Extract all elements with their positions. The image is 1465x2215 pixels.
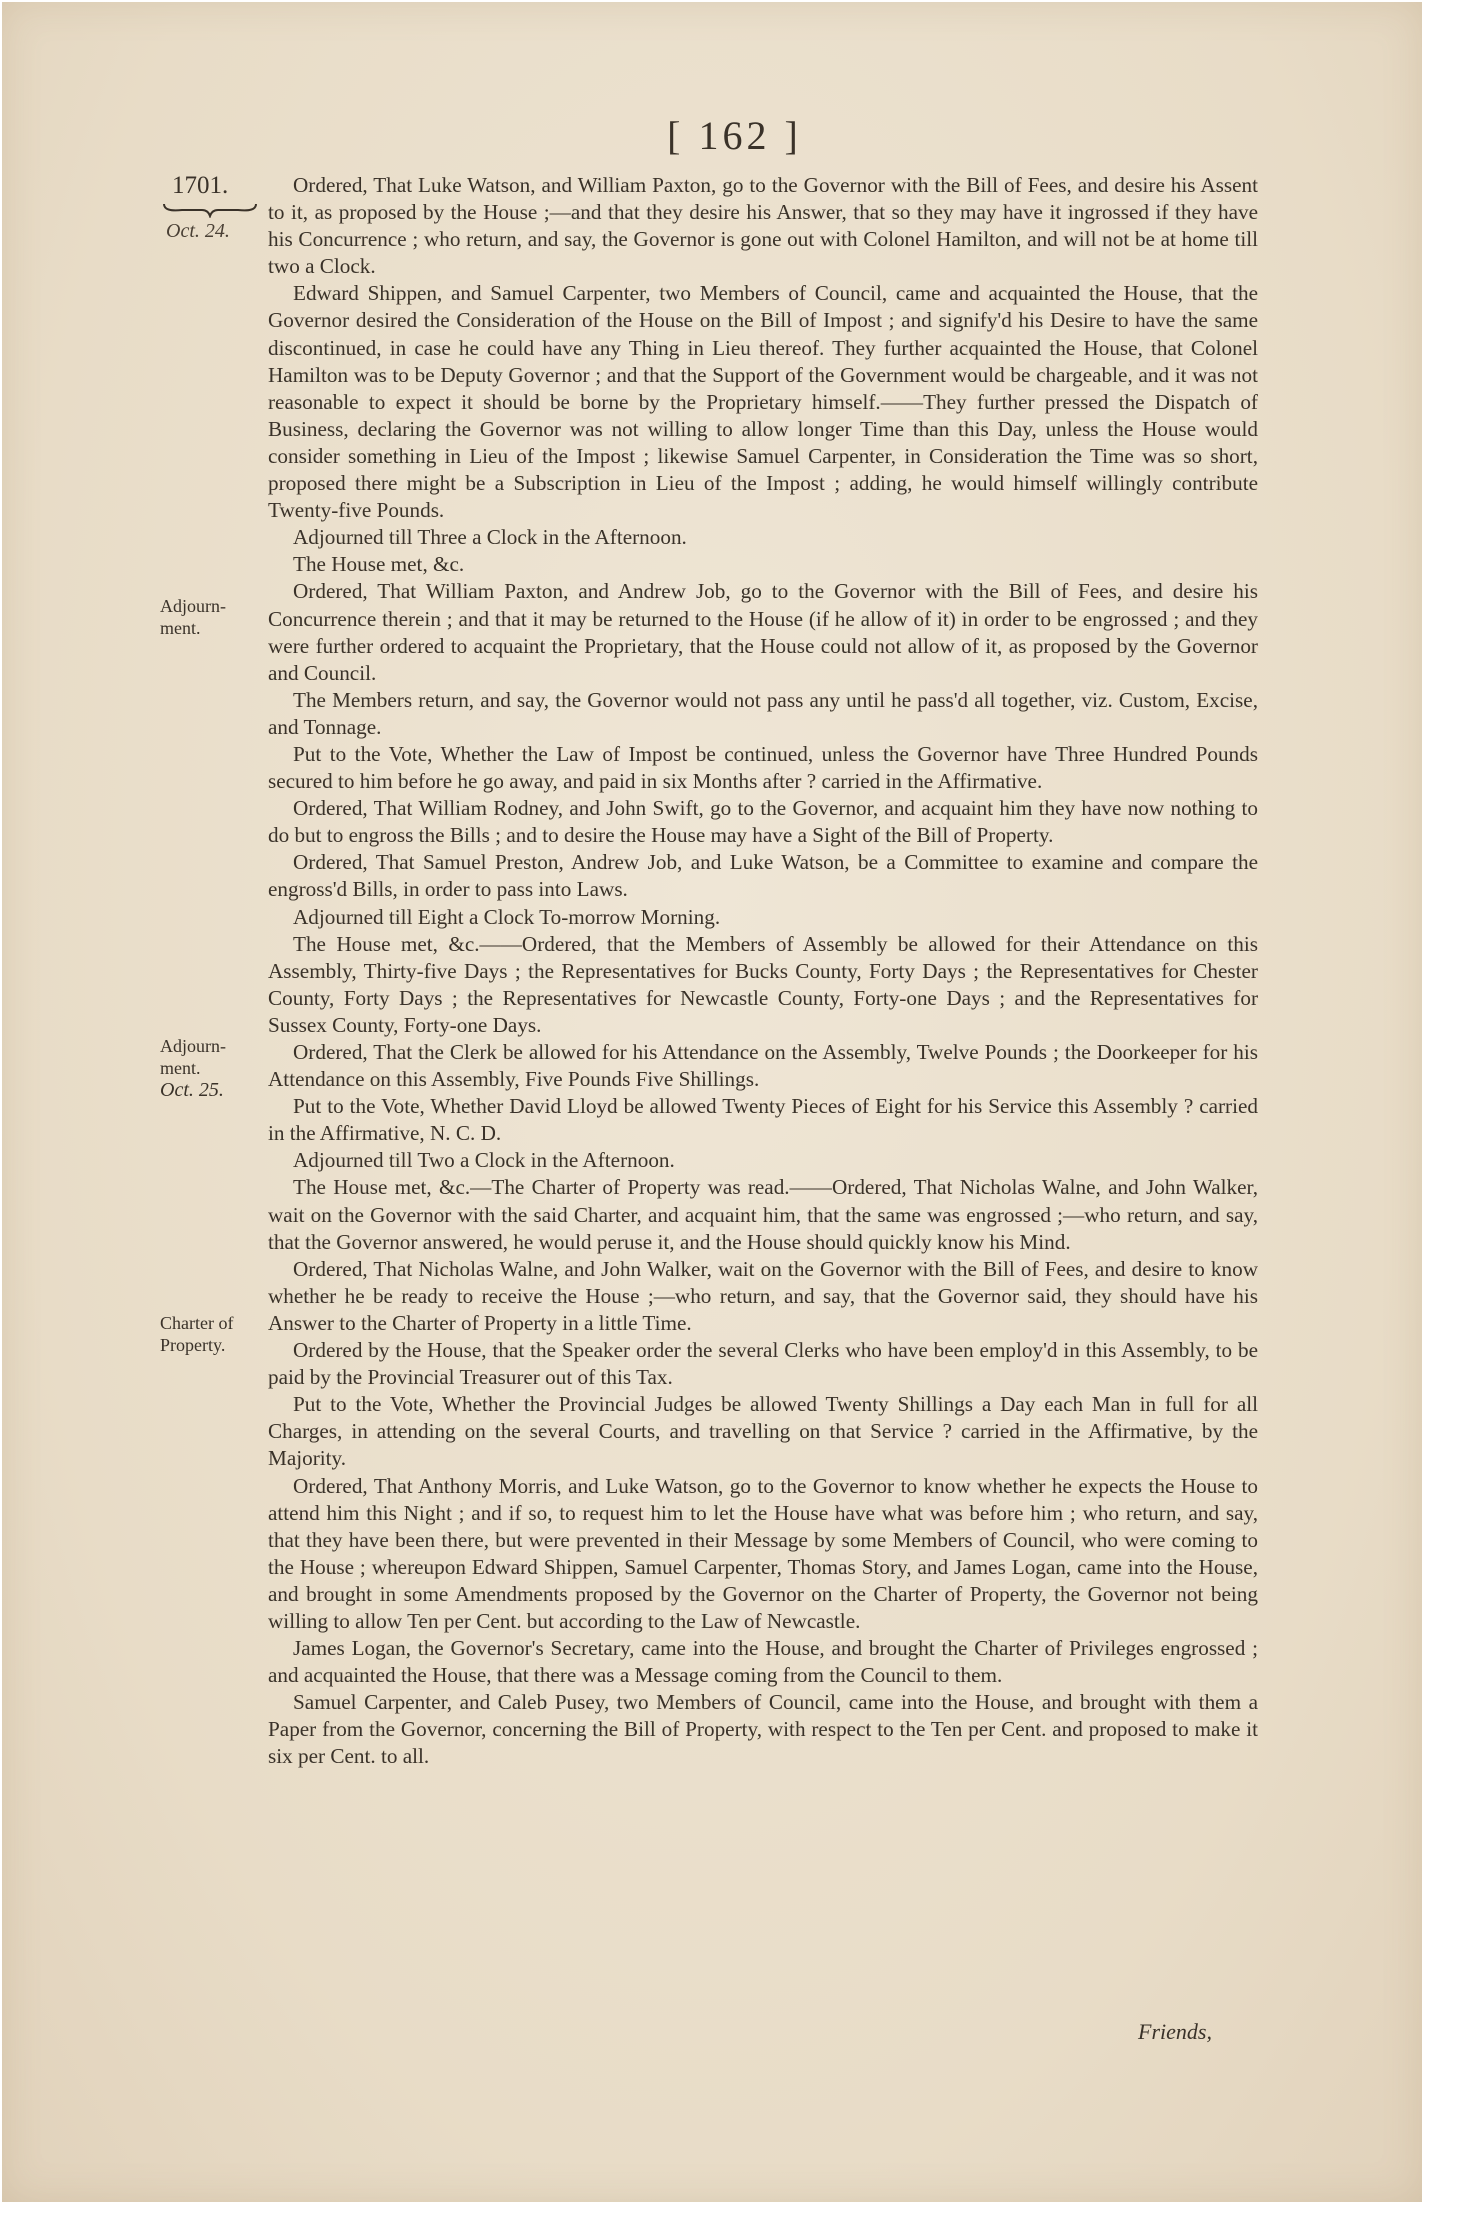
- margin-brace-icon: [162, 200, 258, 218]
- catchword: Friends,: [1138, 2019, 1212, 2044]
- paragraph: Ordered, That Samuel Preston, Andrew Job, and Luke Watson, be a Committee to examine and compare the engross'd Bills, in order to pass into Laws.: [268, 850, 1258, 902]
- paragraph: The House met, &c.——Ordered, that the Members of Assembly be allowed for their Attendance on this Assembly, Thirty-five Days ; the Representatives for Bucks County, Forty Days ; the Representatives for Chester County, Forty Days ; the Representatives for Newcastle County, Forty-one Days ; and the Representatives for Sussex County, Forty-one Days.: [268, 931, 1258, 1037]
- side-note-charter-of-property: [160, 1312, 260, 1356]
- side-note-adjournment: [160, 595, 260, 639]
- paragraph: Ordered by the House, that the Speaker order the several Clerks who have been employ'd in this Assembly, to be paid by the Provincial Treasurer out of this Tax.: [268, 1338, 1258, 1390]
- paragraph: Put to the Vote, Whether David Lloyd be allowed Twenty Pieces of Eight for his Service this Assembly ? carried in the Affirmative, N. C. D.: [268, 1094, 1258, 1146]
- paragraph: The House met, &c.—The Charter of Property was read.——Ordered, That Nicholas Walne, and John Walker, wait on the Governor with the said Charter, and acquaint him, that the same was engrossed ;—who return, and say, that the Governor answered, he would peruse it, and the House should quickly know his Mind.: [268, 1175, 1258, 1254]
- side-note-label: Adjourn- ment.: [160, 1036, 226, 1078]
- paragraph: The House met, &c.: [293, 552, 465, 577]
- document-page: [2, 2, 1422, 2202]
- paragraph: Ordered, That Luke Watson, and William Paxton, go to the Governor with the Bill of Fees, and desire his Assent to it, as proposed by the House ;—and that they desire his Answer, that so they may have it ingrossed if they have his Concurrence ; who return, and say, the Governor is gone out with Colonel Hamilton, and will not be at home till two a Clock.: [268, 173, 1258, 279]
- paragraph: Ordered, That Nicholas Walne, and John Walker, wait on the Governor with the Bill of Fees, and desire to know whether he be ready to receive the House ;—who return, and say, that the Governor said, they should have his Answer to the Charter of Property in a little Time.: [268, 1256, 1258, 1335]
- paragraph: Adjourned till Eight a Clock To-morrow Morning.: [293, 904, 721, 929]
- paragraph: Put to the Vote, Whether the Law of Impost be continued, unless the Governor have Three Hundred Pounds secured to him before he go away, and paid in six Months after ? carried in the Affirmative.: [268, 741, 1258, 794]
- paragraph: Adjourned till Two a Clock in the Afternoon.: [293, 1148, 675, 1173]
- paragraph: Edward Shippen, and Samuel Carpenter, two Members of Council, came and acquainted the House, that the Governor desired the Consideration of the House on the Bill of Impost ; and signify'd his Desire to have the same discontinued, in case he could have any Thing in Lieu thereof. They further acquainted the House, that Colonel Hamilton was to be Deputy Governor ; and that the Support of the Government would be chargeable, and it was not reasonable to expect it should be borne by the Proprietary himself.——They further pressed the Dispatch of Business, declaring the Governor was not willing to allow longer Time than this Day, unless the House would consider something in Lieu of the Impost ; likewise Samuel Carpenter, in Consideration the Time was so short, proposed there might be a Subscription in Lieu of the Impost ; adding, he would himself willingly contribute Twenty-five Pounds.: [268, 281, 1258, 523]
- paragraph: Ordered, That William Rodney, and John Swift, go to the Governor, and acquaint him they have now nothing to do but to engross the Bills ; and to desire the House may have a Sight of the Bill of Property.: [268, 796, 1258, 848]
- paragraph: James Logan, the Governor's Secretary, came into the House, and brought the Charter of Privileges engrossed ; and acquainted the House, that there was a Message coming from the Council to them.: [268, 1636, 1258, 1688]
- side-note-label: Charter of Property.: [160, 1313, 234, 1355]
- side-note-date: Oct. 25.: [160, 1079, 224, 1101]
- paragraph: Samuel Carpenter, and Caleb Pusey, two Members of Council, came into the House, and brought with them a Paper from the Governor, concerning the Bill of Property, with respect to the Ten per Cent. and proposed to make it six per Cent. to all.: [268, 1690, 1258, 1769]
- paragraph: Ordered, That Anthony Morris, and Luke Watson, go to the Governor to know whether he expects the House to attend him this Night ; and if so, to request him to let the House have what was before him ; who return, and say, that they have been there, but were prevented in their Message by some Members of Council, who were coming to the House ; whereupon Edward Shippen, Samuel Carpenter, Thomas Story, and James Logan, came into the House, and brought in some Amendments proposed by the Governor on the Charter of Property, the Governor not being willing to allow Ten per Cent. but according to the Law of Newcastle.: [268, 1473, 1258, 1633]
- paragraph: Put to the Vote, Whether the Provincial Judges be allowed Twenty Shillings a Day each Man in full for all Charges, in attending on the several Courts, and travelling on that Service ? carried in the Affirmative, by the Majority.: [268, 1392, 1258, 1471]
- side-note-adjournment-oct25: [160, 1035, 260, 1101]
- paragraph: Adjourned till Three a Clock in the Afternoon.: [293, 525, 687, 550]
- journal-text: [268, 172, 1258, 1771]
- page-number: [ 162 ]: [667, 113, 802, 158]
- paragraph: Ordered, That the Clerk be allowed for his Attendance on the Assembly, Twelve Pounds ; the Doorkeeper for his Attendance on this Assembly, Five Pounds Five Shillings.: [268, 1040, 1258, 1092]
- side-note-label: Adjourn- ment.: [160, 596, 226, 638]
- margin-date: Oct. 24.: [166, 220, 230, 242]
- paragraph: The Members return, and say, the Governor would not pass any until he pass'd all together, viz. Custom, Excise, and Tonnage.: [268, 687, 1258, 739]
- margin-year: 1701.: [172, 172, 229, 199]
- paragraph: Ordered, That William Paxton, and Andrew Job, go to the Governor with the Bill of Fees, and desire his Concurrence therein ; and that it may be returned to the House (if he allow of it) in order to be engrossed ; and they were further ordered to acquaint the Proprietary, that the House could not allow of it, as proposed by the Governor and Council.: [268, 579, 1258, 685]
